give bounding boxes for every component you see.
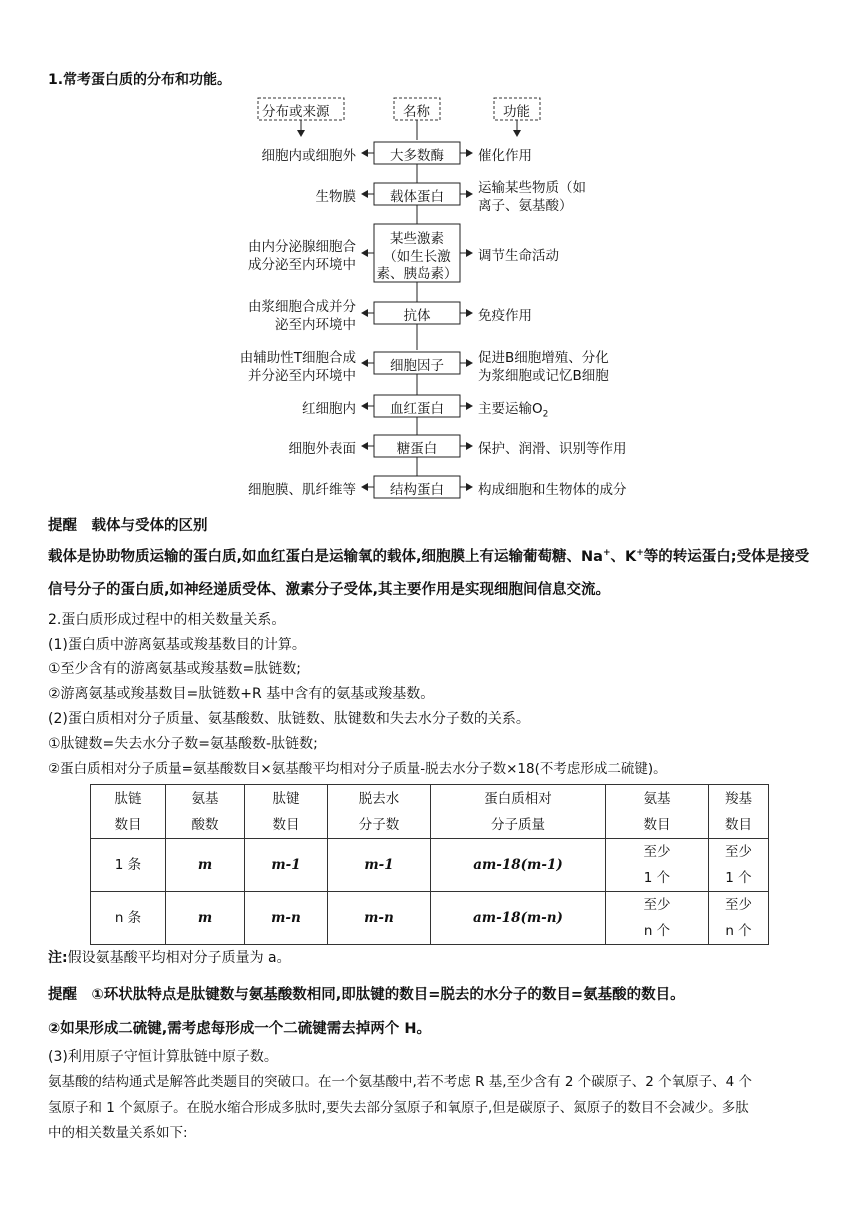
diagram-header-name: 名称: [403, 104, 430, 120]
table-header-row: [91, 785, 769, 839]
table-note: 注:假设氨基酸平均相对分子质量为 a。: [48, 950, 291, 966]
section3-title: (3)利用原子守恒计算肽链中原子数。: [48, 1049, 278, 1065]
table-cell: m: [166, 892, 245, 945]
func-carrier-1: 运输某些物质（如: [478, 180, 586, 196]
table-header-cell: 肽链 数目: [91, 785, 166, 839]
func-cytokine-2: 为浆细胞或记忆B细胞: [478, 368, 609, 384]
table-header-cell: 蛋白质相对 分子质量: [431, 785, 606, 839]
name-hemoglobin: 血红蛋白: [390, 401, 444, 417]
table-cell: m-1: [328, 839, 431, 892]
tip2-line2: ②如果形成二硫键,需考虑每形成一个二硫键需去掉两个 H。: [48, 1021, 431, 1037]
table-header-cell: 脱去水 分子数: [328, 785, 431, 839]
table-cell: m: [166, 839, 245, 892]
source-carrier: 生物膜: [315, 189, 356, 205]
table-header-cell: 羧基 数目: [709, 785, 769, 839]
func-hormone: 调节生命活动: [478, 248, 559, 264]
source-cytokine-1: 由辅助性T细胞合成: [239, 350, 356, 366]
table-header-cell: 氨基 酸数: [166, 785, 245, 839]
table-cell: n 条: [91, 892, 166, 945]
func-hemoglobin: 主要运输$O_2$: [478, 401, 549, 420]
section1-title: 1.常考蛋白质的分布和功能。: [48, 72, 232, 88]
section2-p2a: ①肽键数=失去水分子数=氨基酸数-肽链数;: [48, 736, 318, 752]
tip2-line1: 提醒 ①环状肽特点是肽键数与氨基酸数相同,即肽键的数目=脱去的水分子的数目=氨基酸的数目。: [48, 987, 685, 1003]
name-cytokine: 细胞因子: [390, 358, 444, 374]
section3-body-2: 氢原子和 1 个氮原子。在脱水缩合形成多肽时,要失去部分氢原子和氧原子,但是碳原子、氮原子的数目不会减少。多肽: [48, 1100, 749, 1116]
quantity-table: [90, 784, 769, 945]
section2-p1: (1)蛋白质中游离氨基或羧基数目的计算。: [48, 637, 306, 653]
section2-p2: (2)蛋白质相对分子质量、氨基酸数、肽链数、肽键数和失去水分子数的关系。: [48, 711, 530, 727]
tip1-line1: 载体是协助物质运输的蛋白质,如血红蛋白是运输氧的载体,细胞膜上有运输葡萄糖、Na+、K+等的转运蛋白;受体是接受: [48, 548, 810, 565]
func-carrier-2: 离子、氨基酸）: [478, 198, 573, 214]
name-enzyme: 大多数酶: [390, 148, 444, 164]
table-cell: m-1: [245, 839, 328, 892]
table-row: [91, 839, 769, 892]
table-cell: 至少 n 个: [709, 892, 769, 945]
name-hormone-1: 某些激素: [390, 231, 444, 247]
name-glycoprotein: 糖蛋白: [396, 441, 438, 457]
name-structural: 结构蛋白: [390, 482, 444, 498]
table-cell: am-18(m-n): [431, 892, 606, 945]
func-cytokine-1: 促进B细胞增殖、分化: [478, 350, 609, 366]
name-antibody: 抗体: [403, 308, 431, 324]
source-antibody-1: 由浆细胞合成并分: [248, 299, 356, 315]
section2-p1a: ①至少含有的游离氨基或羧基数=肽链数;: [48, 661, 301, 677]
source-hormone-1: 由内分泌腺细胞合: [248, 239, 356, 255]
table-cell: 至少 1 个: [606, 839, 709, 892]
source-glycoprotein: 细胞外表面: [288, 441, 356, 457]
section3-body-1: 氨基酸的结构通式是解答此类题目的突破口。在一个氨基酸中,若不考虑 R 基,至少含有 2 个碳原子、2 个氧原子、4 个: [48, 1074, 752, 1090]
section2-p2b: ②蛋白质相对分子质量=氨基酸数目×氨基酸平均相对分子质量-脱去水分子数×18(不考虑形成二硫键)。: [48, 761, 667, 777]
source-enzyme: 细胞内或细胞外: [261, 148, 356, 164]
func-antibody: 免疫作用: [478, 308, 532, 324]
tip1-line2: 信号分子的蛋白质,如神经递质受体、激素分子受体,其主要作用是实现细胞间信息交流。: [48, 582, 611, 598]
section3-body-3: 中的相关数量关系如下:: [48, 1125, 188, 1141]
source-hormone-2: 成分泌至内环境中: [248, 257, 356, 273]
tip1-title: 提醒 载体与受体的区别: [48, 518, 208, 534]
table-header-cell: 氨基 数目: [606, 785, 709, 839]
source-cytokine-2: 并分泌至内环境中: [248, 368, 356, 384]
name-carrier: 载体蛋白: [390, 189, 444, 205]
source-structural: 细胞膜、肌纤维等: [248, 482, 356, 498]
table-cell: m-n: [245, 892, 328, 945]
table-cell: 1 条: [91, 839, 166, 892]
name-hormone-3: 素、胰岛素）: [376, 266, 458, 282]
table-row: [91, 892, 769, 945]
table-cell: 至少 n 个: [606, 892, 709, 945]
table-cell: 至少 1 个: [709, 839, 769, 892]
table-cell: m-n: [328, 892, 431, 945]
section2-p1b: ②游离氨基或羧基数目=肽链数+R 基中含有的氨基或羧基数。: [48, 686, 435, 702]
table-cell: am-18(m-1): [431, 839, 606, 892]
diagram-header-source: 分布或来源: [262, 104, 330, 120]
source-hemoglobin: 红细胞内: [302, 401, 356, 417]
table-header-cell: 肽键 数目: [245, 785, 328, 839]
diagram-header-func: 功能: [503, 104, 530, 120]
func-structural: 构成细胞和生物体的成分: [478, 482, 627, 498]
section2-title: 2.蛋白质形成过程中的相关数量关系。: [48, 612, 286, 628]
func-enzyme: 催化作用: [478, 148, 532, 164]
func-glycoprotein: 保护、润滑、识别等作用: [478, 441, 627, 457]
name-hormone-2: （如生长激: [383, 249, 451, 265]
source-antibody-2: 泌至内环境中: [275, 317, 356, 333]
